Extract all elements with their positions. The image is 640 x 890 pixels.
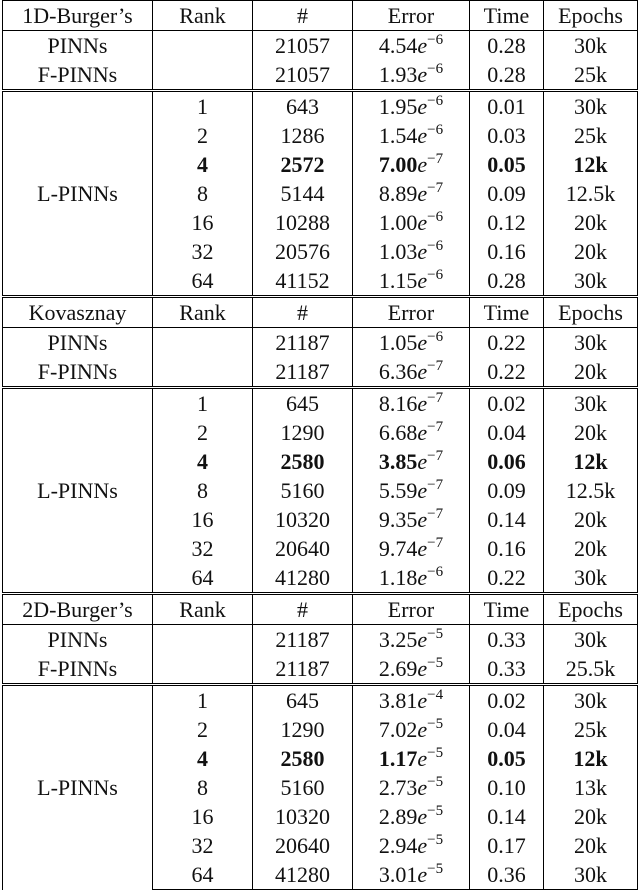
error-cell xyxy=(353,150,470,179)
epochs-cell: 12k xyxy=(544,447,638,476)
error-cell xyxy=(353,860,470,890)
error-cell xyxy=(353,534,470,563)
error-exponent: −6 xyxy=(427,209,444,225)
error-exponent: −6 xyxy=(427,329,444,345)
dataset-name: 2D-Burger’s xyxy=(3,594,153,625)
error-base: e xyxy=(417,565,428,590)
header-rank: Rank xyxy=(153,1,253,31)
time-cell: 0.10 xyxy=(470,773,544,802)
error-base: e xyxy=(417,210,428,235)
error-cell xyxy=(353,60,470,91)
results-table xyxy=(2,0,638,890)
baseline-row xyxy=(3,31,638,61)
time-cell: 0.14 xyxy=(470,505,544,534)
error-cell xyxy=(353,831,470,860)
error-cell xyxy=(353,179,470,208)
error-exponent: −7 xyxy=(427,390,444,406)
error-exponent: −6 xyxy=(427,32,444,48)
results-table-body xyxy=(3,1,638,890)
error-base: e xyxy=(417,239,428,264)
dataset-name: Kovasznay xyxy=(3,297,153,328)
error-exponent: −6 xyxy=(427,267,444,283)
error-base: e xyxy=(417,420,428,445)
params-cell: 21057 xyxy=(253,31,353,61)
params-cell: 41280 xyxy=(253,860,353,890)
header-rank: Rank xyxy=(153,297,253,328)
header-time: Time xyxy=(470,594,544,625)
error-mantissa: 3.85 xyxy=(378,449,418,474)
epochs-cell: 12k xyxy=(544,744,638,773)
header-error: Error xyxy=(353,1,470,31)
time-cell: 0.28 xyxy=(470,60,544,91)
error-exponent: −7 xyxy=(427,448,444,464)
params-cell: 1290 xyxy=(253,418,353,447)
error-cell xyxy=(353,802,470,831)
time-cell: 0.33 xyxy=(470,654,544,685)
time-cell: 0.02 xyxy=(470,388,544,419)
rank-cell xyxy=(153,625,253,655)
error-mantissa: 1.54 xyxy=(378,123,418,148)
error-exponent: −5 xyxy=(427,861,444,877)
time-cell: 0.22 xyxy=(470,328,544,358)
epochs-cell: 12.5k xyxy=(544,179,638,208)
params-cell: 21187 xyxy=(253,625,353,655)
params-cell: 645 xyxy=(253,388,353,419)
error-mantissa: 2.69 xyxy=(378,656,418,681)
rank-cell: 1 xyxy=(153,685,253,716)
epochs-cell: 20k xyxy=(544,418,638,447)
error-base: e xyxy=(417,717,428,742)
params-cell: 21057 xyxy=(253,60,353,91)
error-mantissa: 1.18 xyxy=(378,565,418,590)
baseline-row xyxy=(3,625,638,655)
rank-cell: 8 xyxy=(153,773,253,802)
time-cell: 0.36 xyxy=(470,860,544,890)
error-cell xyxy=(353,418,470,447)
error-mantissa: 9.35 xyxy=(378,507,418,532)
rank-cell: 64 xyxy=(153,563,253,594)
epochs-cell: 30k xyxy=(544,328,638,358)
error-base: e xyxy=(417,94,428,119)
rank-cell: 32 xyxy=(153,831,253,860)
error-exponent: −5 xyxy=(427,655,444,671)
error-mantissa: 1.03 xyxy=(378,239,418,264)
epochs-cell: 30k xyxy=(544,91,638,122)
rank-cell: 16 xyxy=(153,208,253,237)
error-base: e xyxy=(417,804,428,829)
error-base: e xyxy=(417,688,428,713)
header-rank: Rank xyxy=(153,594,253,625)
error-exponent: −7 xyxy=(427,477,444,493)
lpinns-row xyxy=(3,685,638,716)
error-base: e xyxy=(417,33,428,58)
error-exponent: −5 xyxy=(427,774,444,790)
error-cell xyxy=(353,773,470,802)
error-mantissa: 6.68 xyxy=(378,420,418,445)
error-exponent: −6 xyxy=(427,61,444,77)
rank-cell: 2 xyxy=(153,121,253,150)
header-params: # xyxy=(253,594,353,625)
error-mantissa: 3.25 xyxy=(378,627,418,652)
epochs-cell: 20k xyxy=(544,831,638,860)
time-cell: 0.16 xyxy=(470,534,544,563)
section-header-row xyxy=(3,1,638,31)
error-mantissa: 7.00 xyxy=(378,152,418,177)
error-exponent: −5 xyxy=(427,626,444,642)
error-cell xyxy=(353,31,470,61)
time-cell: 0.02 xyxy=(470,685,544,716)
time-cell: 0.09 xyxy=(470,476,544,505)
rank-cell: 64 xyxy=(153,860,253,890)
error-mantissa: 1.95 xyxy=(378,94,418,119)
header-epochs: Epochs xyxy=(544,594,638,625)
error-base: e xyxy=(417,656,428,681)
epochs-cell: 30k xyxy=(544,388,638,419)
header-epochs: Epochs xyxy=(544,297,638,328)
error-base: e xyxy=(417,507,428,532)
epochs-cell: 25k xyxy=(544,715,638,744)
params-cell: 643 xyxy=(253,91,353,122)
method-name: F-PINNs xyxy=(3,60,153,91)
rank-cell: 1 xyxy=(153,91,253,122)
params-cell: 41280 xyxy=(253,563,353,594)
rank-cell: 16 xyxy=(153,505,253,534)
error-base: e xyxy=(417,449,428,474)
error-exponent: −6 xyxy=(427,564,444,580)
rank-cell: 32 xyxy=(153,237,253,266)
error-mantissa: 1.15 xyxy=(378,268,418,293)
error-exponent: −4 xyxy=(427,687,444,703)
time-cell: 0.05 xyxy=(470,150,544,179)
error-base: e xyxy=(417,775,428,800)
rank-cell: 4 xyxy=(153,150,253,179)
error-mantissa: 9.74 xyxy=(378,536,418,561)
rank-cell xyxy=(153,60,253,91)
error-exponent: −7 xyxy=(427,358,444,374)
method-name: PINNs xyxy=(3,328,153,358)
error-base: e xyxy=(417,268,428,293)
time-cell: 0.28 xyxy=(470,31,544,61)
time-cell: 0.33 xyxy=(470,625,544,655)
params-cell: 21187 xyxy=(253,328,353,358)
rank-cell: 8 xyxy=(153,476,253,505)
header-error: Error xyxy=(353,594,470,625)
epochs-cell: 30k xyxy=(544,31,638,61)
error-base: e xyxy=(417,391,428,416)
rank-cell: 32 xyxy=(153,534,253,563)
baseline-row xyxy=(3,60,638,91)
params-cell: 5144 xyxy=(253,179,353,208)
epochs-cell: 12.5k xyxy=(544,476,638,505)
error-exponent: −6 xyxy=(427,122,444,138)
rank-cell: 4 xyxy=(153,744,253,773)
epochs-cell: 20k xyxy=(544,208,638,237)
header-time: Time xyxy=(470,1,544,31)
params-cell: 10320 xyxy=(253,802,353,831)
time-cell: 0.04 xyxy=(470,715,544,744)
time-cell: 0.28 xyxy=(470,266,544,297)
error-cell xyxy=(353,447,470,476)
params-cell: 20640 xyxy=(253,831,353,860)
method-name: F-PINNs xyxy=(3,654,153,685)
epochs-cell: 20k xyxy=(544,505,638,534)
rank-cell: 2 xyxy=(153,715,253,744)
error-base: e xyxy=(417,62,428,87)
params-cell: 10288 xyxy=(253,208,353,237)
error-mantissa: 8.89 xyxy=(378,181,418,206)
time-cell: 0.12 xyxy=(470,208,544,237)
time-cell: 0.16 xyxy=(470,237,544,266)
params-cell: 1290 xyxy=(253,715,353,744)
params-cell: 41152 xyxy=(253,266,353,297)
error-cell xyxy=(353,91,470,122)
error-cell xyxy=(353,505,470,534)
epochs-cell: 30k xyxy=(544,625,638,655)
error-mantissa: 1.17 xyxy=(378,746,418,771)
lpinns-row xyxy=(3,91,638,122)
epochs-cell: 20k xyxy=(544,534,638,563)
error-base: e xyxy=(417,152,428,177)
header-time: Time xyxy=(470,297,544,328)
rank-cell: 16 xyxy=(153,802,253,831)
dataset-name: 1D-Burger’s xyxy=(3,1,153,31)
error-mantissa: 2.89 xyxy=(378,804,418,829)
error-base: e xyxy=(417,627,428,652)
error-exponent: −5 xyxy=(427,745,444,761)
params-cell: 21187 xyxy=(253,654,353,685)
error-base: e xyxy=(417,478,428,503)
rank-cell xyxy=(153,31,253,61)
error-cell xyxy=(353,563,470,594)
baseline-row xyxy=(3,328,638,358)
params-cell: 2580 xyxy=(253,447,353,476)
epochs-cell: 20k xyxy=(544,802,638,831)
params-cell: 2580 xyxy=(253,744,353,773)
epochs-cell: 12k xyxy=(544,150,638,179)
rank-cell: 8 xyxy=(153,179,253,208)
error-cell xyxy=(353,744,470,773)
error-mantissa: 6.36 xyxy=(378,359,418,384)
error-base: e xyxy=(417,330,428,355)
error-cell xyxy=(353,237,470,266)
epochs-cell: 25.5k xyxy=(544,654,638,685)
section-header-row xyxy=(3,594,638,625)
error-mantissa: 2.73 xyxy=(378,775,418,800)
error-mantissa: 2.94 xyxy=(378,833,418,858)
error-mantissa: 3.01 xyxy=(378,862,418,887)
method-name: PINNs xyxy=(3,625,153,655)
rank-cell xyxy=(153,654,253,685)
error-cell xyxy=(353,476,470,505)
params-cell: 2572 xyxy=(253,150,353,179)
error-mantissa: 5.59 xyxy=(378,478,418,503)
epochs-cell: 25k xyxy=(544,60,638,91)
params-cell: 5160 xyxy=(253,773,353,802)
error-cell xyxy=(353,685,470,716)
time-cell: 0.22 xyxy=(470,357,544,388)
error-exponent: −7 xyxy=(427,151,444,167)
header-params: # xyxy=(253,1,353,31)
baseline-row xyxy=(3,357,638,388)
error-mantissa: 1.05 xyxy=(378,330,418,355)
rank-cell: 64 xyxy=(153,266,253,297)
epochs-cell: 20k xyxy=(544,237,638,266)
params-cell: 20576 xyxy=(253,237,353,266)
time-cell: 0.05 xyxy=(470,744,544,773)
error-base: e xyxy=(417,181,428,206)
error-cell xyxy=(353,388,470,419)
error-exponent: −6 xyxy=(427,238,444,254)
section-header-row xyxy=(3,297,638,328)
error-cell xyxy=(353,625,470,655)
epochs-cell: 30k xyxy=(544,860,638,890)
rank-cell: 1 xyxy=(153,388,253,419)
error-cell xyxy=(353,266,470,297)
epochs-cell: 20k xyxy=(544,357,638,388)
lpinns-label: L-PINNs xyxy=(3,685,153,890)
rank-cell xyxy=(153,357,253,388)
header-params: # xyxy=(253,297,353,328)
params-cell: 21187 xyxy=(253,357,353,388)
time-cell: 0.17 xyxy=(470,831,544,860)
header-epochs: Epochs xyxy=(544,1,638,31)
lpinns-label: L-PINNs xyxy=(3,388,153,594)
error-cell xyxy=(353,328,470,358)
error-base: e xyxy=(417,123,428,148)
error-mantissa: 7.02 xyxy=(378,717,418,742)
epochs-cell: 30k xyxy=(544,563,638,594)
error-cell xyxy=(353,715,470,744)
error-mantissa: 8.16 xyxy=(378,391,418,416)
time-cell: 0.03 xyxy=(470,121,544,150)
error-exponent: −7 xyxy=(427,535,444,551)
error-exponent: −5 xyxy=(427,716,444,732)
params-cell: 10320 xyxy=(253,505,353,534)
time-cell: 0.22 xyxy=(470,563,544,594)
error-cell xyxy=(353,121,470,150)
time-cell: 0.09 xyxy=(470,179,544,208)
time-cell: 0.14 xyxy=(470,802,544,831)
error-base: e xyxy=(417,536,428,561)
epochs-cell: 30k xyxy=(544,266,638,297)
error-cell xyxy=(353,357,470,388)
error-mantissa: 1.93 xyxy=(378,62,418,87)
params-cell: 5160 xyxy=(253,476,353,505)
error-mantissa: 4.54 xyxy=(378,33,418,58)
params-cell: 1286 xyxy=(253,121,353,150)
error-cell xyxy=(353,208,470,237)
method-name: F-PINNs xyxy=(3,357,153,388)
error-exponent: −6 xyxy=(427,93,444,109)
time-cell: 0.01 xyxy=(470,91,544,122)
error-base: e xyxy=(417,359,428,384)
epochs-cell: 30k xyxy=(544,685,638,716)
lpinns-label: L-PINNs xyxy=(3,91,153,297)
error-exponent: −7 xyxy=(427,419,444,435)
error-exponent: −5 xyxy=(427,803,444,819)
baseline-row xyxy=(3,654,638,685)
lpinns-row xyxy=(3,388,638,419)
header-error: Error xyxy=(353,297,470,328)
method-name: PINNs xyxy=(3,31,153,61)
error-base: e xyxy=(417,833,428,858)
params-cell: 20640 xyxy=(253,534,353,563)
params-cell: 645 xyxy=(253,685,353,716)
epochs-cell: 25k xyxy=(544,121,638,150)
time-cell: 0.06 xyxy=(470,447,544,476)
error-cell xyxy=(353,654,470,685)
error-base: e xyxy=(417,746,428,771)
error-base: e xyxy=(417,862,428,887)
epochs-cell: 13k xyxy=(544,773,638,802)
rank-cell: 4 xyxy=(153,447,253,476)
error-exponent: −5 xyxy=(427,832,444,848)
error-mantissa: 3.81 xyxy=(378,688,418,713)
error-exponent: −7 xyxy=(427,180,444,196)
error-exponent: −7 xyxy=(427,506,444,522)
time-cell: 0.04 xyxy=(470,418,544,447)
error-mantissa: 1.00 xyxy=(378,210,418,235)
rank-cell xyxy=(153,328,253,358)
rank-cell: 2 xyxy=(153,418,253,447)
